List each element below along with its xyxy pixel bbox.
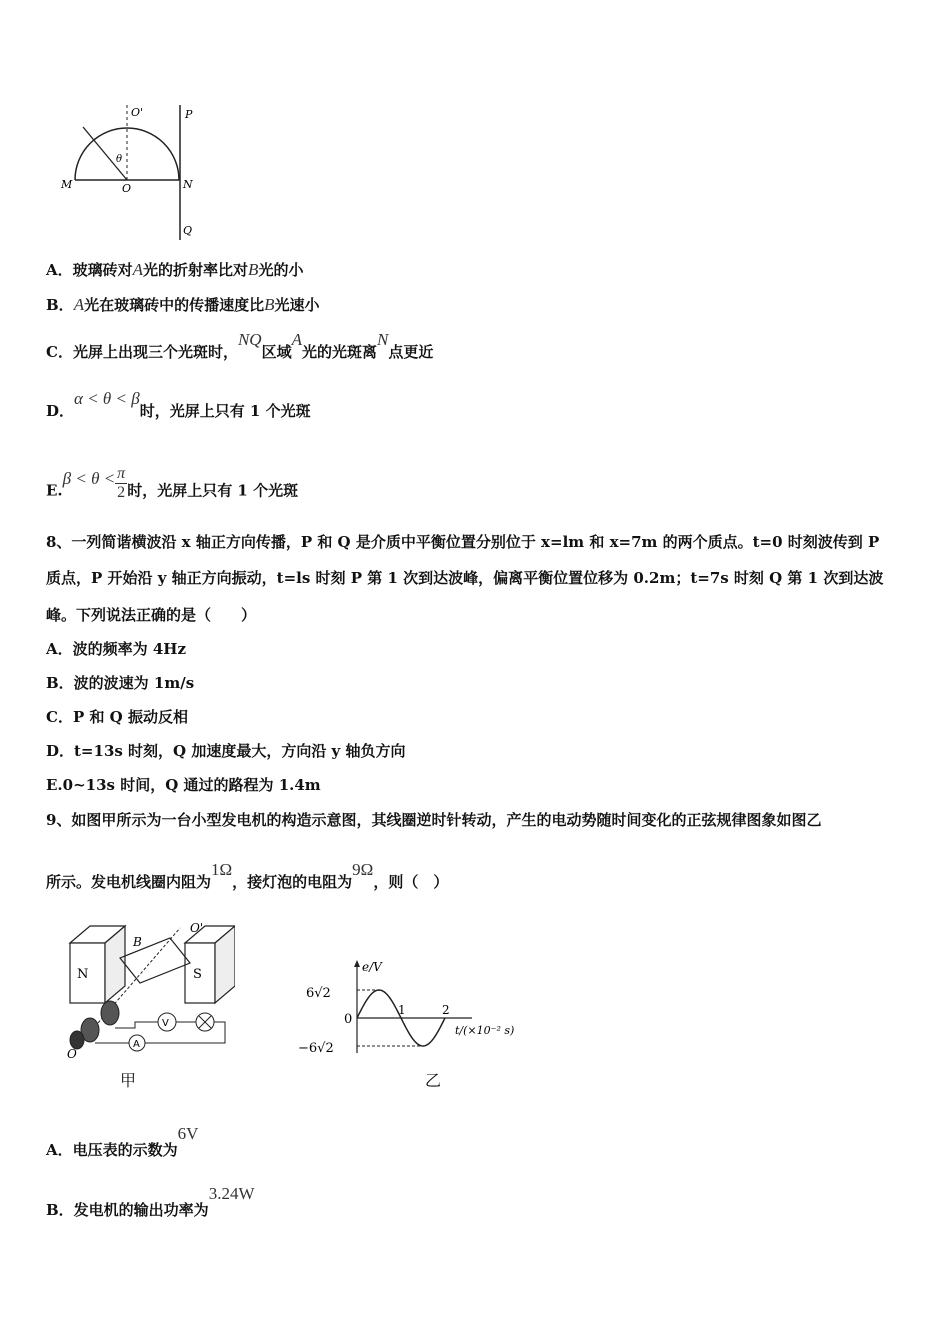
q9-stem-2: 所示。发电机线圈内阻为1Ω，接灯泡的电阻为9Ω，则（ ）: [46, 860, 449, 891]
q7-option-d: D．α < θ < β时，光屏上只有 1 个光斑: [46, 389, 311, 420]
q8-stem-3: 峰。下列说法正确的是（ ）: [46, 606, 257, 624]
label-n: N: [183, 178, 193, 191]
caption-jia: 甲: [120, 1071, 137, 1090]
q8-stem-1: 8、一列简谐横波沿 x 轴正方向传播，P 和 Q 是介质中平衡位置分别位于 x=lm 和 x=7m 的两个质点。t=0 时刻波传到 P: [46, 533, 880, 551]
q8-option-a: A．波的频率为 4Hz: [46, 640, 186, 658]
q8-option-c: C．P 和 Q 振动反相: [46, 708, 188, 726]
label-south: S: [193, 967, 202, 982]
q9-option-a: A．电压表的示数为6V: [46, 1124, 199, 1159]
y-axis-label: e/V: [362, 960, 382, 974]
y-axis-arrow: [354, 960, 360, 967]
y-tick-top: 6√2: [306, 986, 331, 1001]
label-m: M: [61, 178, 73, 191]
label-q: Q: [183, 224, 193, 237]
q8-option-b: B．波的波速为 1m/s: [46, 674, 195, 692]
label-b: B: [133, 935, 142, 949]
label-o-prime-jia: O': [190, 921, 204, 935]
caption-yi: 乙: [425, 1071, 442, 1090]
emf-chart: [290, 958, 540, 1058]
label-o: O: [122, 182, 132, 195]
ammeter-label: A: [133, 1039, 140, 1050]
q8-option-e: E.0~13s 时间，Q 通过的路程为 1.4m: [46, 776, 321, 794]
q7-option-c: C．光屏上出现三个光斑时，NQ区域A光的光斑离N点更近: [46, 330, 434, 361]
y-tick-bottom: −6√2: [298, 1041, 334, 1056]
x-tick-2: 2: [442, 1003, 450, 1017]
q7-option-b: B．A光在玻璃砖中的传播速度比B光速小: [46, 295, 320, 314]
q9-option-b: B．发电机的输出功率为3.24W: [46, 1184, 255, 1219]
label-o-prime: O': [131, 106, 144, 119]
figure-generator: [55, 918, 235, 1063]
label-o-jia: O: [67, 1047, 77, 1061]
q8-stem-2: 质点，P 开始沿 y 轴正方向振动，t=ls 时刻 P 第 1 次到达波峰，偏离平衡位置位移为 0.2m；t=7s 时刻 Q 第 1 次到达波: [46, 569, 884, 587]
q7-option-e: E.β < θ < $\frac{\pi}{2}$ 时，光屏上只有 1 个光斑: [46, 465, 299, 501]
label-north: N: [77, 967, 89, 982]
label-theta: θ: [116, 154, 123, 165]
q8-option-d: D．t=13s 时刻，Q 加速度最大，方向沿 y 轴负方向: [46, 742, 406, 760]
x-tick-1: 1: [398, 1003, 406, 1017]
pi-over-2-fraction: $\frac{\pi}{2}$: [117, 465, 126, 501]
voltmeter-label: V: [162, 1018, 169, 1029]
figure-semicircle: [55, 100, 205, 245]
label-p: P: [185, 108, 193, 121]
y-tick-zero: 0: [344, 1012, 353, 1027]
q7-option-a: A．玻璃砖对A光的折射率比对B光的小: [46, 260, 304, 279]
q9-stem-1: 9、如图甲所示为一台小型发电机的构造示意图，其线圈逆时针转动，产生的电动势随时间变化的正弦规律图象如图乙: [46, 811, 822, 829]
x-axis-label: t/(×10⁻² s): [455, 1024, 515, 1037]
